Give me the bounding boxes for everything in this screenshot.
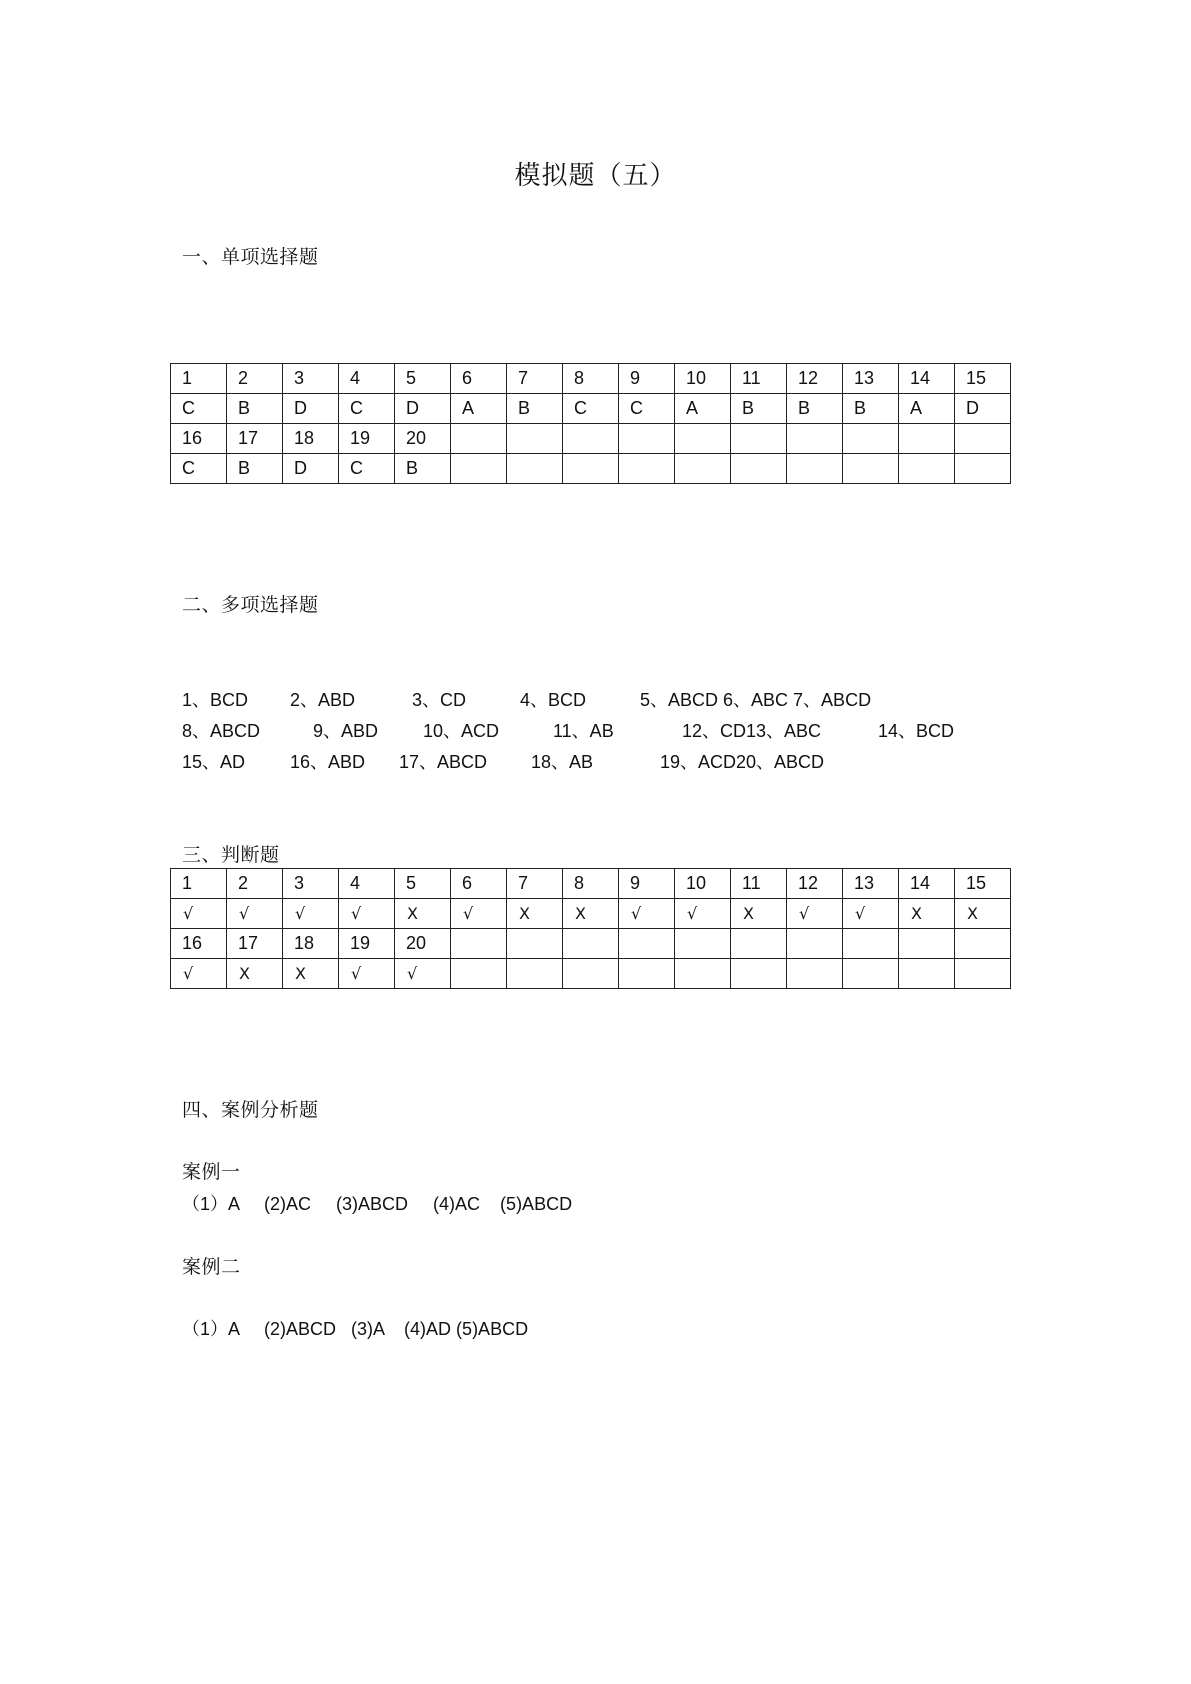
table-cell: 12 [787, 869, 843, 899]
table-cell: 9 [619, 364, 675, 394]
table-cell [675, 454, 731, 484]
table-cell [563, 959, 619, 989]
table-cell [843, 959, 899, 989]
multi-choice-answer: 19、ACD20、ABCD [660, 752, 825, 772]
table-cell [563, 424, 619, 454]
table-cell: √ [339, 899, 395, 929]
table-cell: 13 [843, 869, 899, 899]
table-cell: B [507, 394, 563, 424]
multi-choice-answer: 2、ABD [290, 690, 356, 710]
table-cell: 5 [395, 364, 451, 394]
table-cell: X [563, 899, 619, 929]
table-cell [843, 424, 899, 454]
table-cell: C [619, 394, 675, 424]
table-row [171, 394, 1011, 424]
table-cell [731, 454, 787, 484]
table-cell: √ [227, 899, 283, 929]
table-cell: 20 [395, 424, 451, 454]
table-cell [619, 929, 675, 959]
table-cell: D [395, 394, 451, 424]
table-cell [787, 929, 843, 959]
table-cell: X [283, 959, 339, 989]
table-cell: √ [339, 959, 395, 989]
table-cell [451, 959, 507, 989]
multi-choice-answer: 4、BCD [520, 690, 587, 710]
table-cell [619, 424, 675, 454]
table-cell: A [451, 394, 507, 424]
table-cell: 11 [731, 869, 787, 899]
table-cell [787, 454, 843, 484]
table-cell: 9 [619, 869, 675, 899]
table-cell: 1 [171, 364, 227, 394]
multi-choice-answer: 9、ABD [313, 721, 379, 741]
table-cell: √ [171, 899, 227, 929]
table-cell: 11 [731, 364, 787, 394]
table-cell [899, 959, 955, 989]
multi-choice-answer: 15、AD [182, 752, 246, 772]
table-cell [451, 454, 507, 484]
table-cell: √ [451, 899, 507, 929]
table-cell [899, 424, 955, 454]
section4-heading: 四、案例分析题 [182, 1099, 319, 1121]
table-cell [787, 424, 843, 454]
section1-heading: 一、单项选择题 [182, 246, 319, 268]
table-cell: 6 [451, 364, 507, 394]
table-cell: 12 [787, 364, 843, 394]
table-cell: 3 [283, 364, 339, 394]
table-cell: √ [619, 899, 675, 929]
table-cell: 16 [171, 929, 227, 959]
table-cell: 3 [283, 869, 339, 899]
table-row [171, 929, 1011, 959]
table-cell: 10 [675, 869, 731, 899]
table-cell [451, 929, 507, 959]
table-cell: 18 [283, 929, 339, 959]
table-cell: C [171, 394, 227, 424]
table-cell [619, 959, 675, 989]
table-cell: B [731, 394, 787, 424]
table-cell: B [227, 454, 283, 484]
table-cell: 15 [955, 364, 1011, 394]
table-cell: X [395, 899, 451, 929]
table-cell: √ [675, 899, 731, 929]
section2-heading: 二、多项选择题 [182, 594, 319, 616]
table-row [171, 959, 1011, 989]
table-row [171, 364, 1011, 394]
table-cell: B [787, 394, 843, 424]
multi-choice-answer: 18、AB [531, 752, 594, 772]
case1-answers: （1）A (2)AC (3)ABCD (4)AC (5)ABCD [182, 1194, 573, 1214]
table-cell [731, 424, 787, 454]
table-cell: A [675, 394, 731, 424]
table-cell: C [339, 394, 395, 424]
table-cell: √ [395, 959, 451, 989]
multi-choice-answer: 11、AB [553, 721, 614, 741]
table-cell: √ [843, 899, 899, 929]
case2-label: 案例二 [182, 1256, 241, 1278]
table-cell: B [227, 394, 283, 424]
table-cell [675, 929, 731, 959]
table-cell: 4 [339, 869, 395, 899]
table-cell: C [171, 454, 227, 484]
table-cell [899, 929, 955, 959]
table-row [171, 454, 1011, 484]
table-cell [507, 959, 563, 989]
table-cell [787, 959, 843, 989]
table-cell [507, 454, 563, 484]
table-cell: 19 [339, 929, 395, 959]
table-cell: C [339, 454, 395, 484]
table-cell: 14 [899, 364, 955, 394]
table-cell: 20 [395, 929, 451, 959]
table-cell [955, 929, 1011, 959]
table-cell: 2 [227, 869, 283, 899]
table-cell: B [843, 394, 899, 424]
table-cell: X [731, 899, 787, 929]
table-cell [731, 929, 787, 959]
page-title: 模拟题（五） [514, 161, 677, 191]
table-cell: 8 [563, 869, 619, 899]
multi-choice-answer: 3、CD [412, 690, 467, 710]
table-cell: 2 [227, 364, 283, 394]
table-cell [899, 454, 955, 484]
table-cell: C [563, 394, 619, 424]
table-cell: 5 [395, 869, 451, 899]
multi-choice-answer: 5、ABCD 6、ABC 7、ABCD [640, 690, 872, 710]
table-row [171, 424, 1011, 454]
table-cell: 19 [339, 424, 395, 454]
table-cell: D [283, 454, 339, 484]
table-cell: X [507, 899, 563, 929]
table-cell [955, 424, 1011, 454]
table-cell: D [283, 394, 339, 424]
multi-choice-answer: 14、BCD [878, 721, 955, 741]
table-cell: 18 [283, 424, 339, 454]
table-cell: A [899, 394, 955, 424]
table-cell: 7 [507, 869, 563, 899]
table-cell [507, 929, 563, 959]
table-cell: B [395, 454, 451, 484]
table-cell: 13 [843, 364, 899, 394]
table-cell [675, 959, 731, 989]
table-cell [843, 929, 899, 959]
table-cell [619, 454, 675, 484]
table-cell: 10 [675, 364, 731, 394]
table-cell: 15 [955, 869, 1011, 899]
table-cell: 17 [227, 424, 283, 454]
table-cell: 4 [339, 364, 395, 394]
table-cell [563, 929, 619, 959]
case2-answers: （1）A (2)ABCD (3)A (4)AD (5)ABCD [182, 1319, 529, 1339]
table-cell: √ [171, 959, 227, 989]
table-cell [955, 959, 1011, 989]
table-cell [507, 424, 563, 454]
table-cell: 16 [171, 424, 227, 454]
multi-choice-answer: 10、ACD [423, 721, 500, 741]
table-cell: 8 [563, 364, 619, 394]
table-row [171, 869, 1011, 899]
multi-choice-answer: 16、ABD [290, 752, 366, 772]
table-cell: 17 [227, 929, 283, 959]
table-cell: 14 [899, 869, 955, 899]
table-cell: 7 [507, 364, 563, 394]
table-cell: X [227, 959, 283, 989]
table-cell [955, 454, 1011, 484]
section3-heading: 三、判断题 [182, 844, 280, 866]
table-cell [843, 454, 899, 484]
case1-label: 案例一 [182, 1161, 241, 1183]
true-false-answer-table [170, 868, 1011, 989]
table-cell [731, 959, 787, 989]
table-cell: D [955, 394, 1011, 424]
multi-choice-answer: 8、ABCD [182, 721, 261, 741]
table-cell [451, 424, 507, 454]
multi-choice-answer: 12、CD13、ABC [682, 721, 822, 741]
table-row [171, 899, 1011, 929]
table-cell: 1 [171, 869, 227, 899]
table-cell: X [899, 899, 955, 929]
table-cell: √ [787, 899, 843, 929]
table-cell: 6 [451, 869, 507, 899]
table-cell [563, 454, 619, 484]
table-cell: √ [283, 899, 339, 929]
table-cell [675, 424, 731, 454]
multi-choice-answer: 1、BCD [182, 690, 249, 710]
single-choice-answer-table [170, 363, 1011, 484]
multi-choice-answer: 17、ABCD [399, 752, 488, 772]
table-cell: X [955, 899, 1011, 929]
